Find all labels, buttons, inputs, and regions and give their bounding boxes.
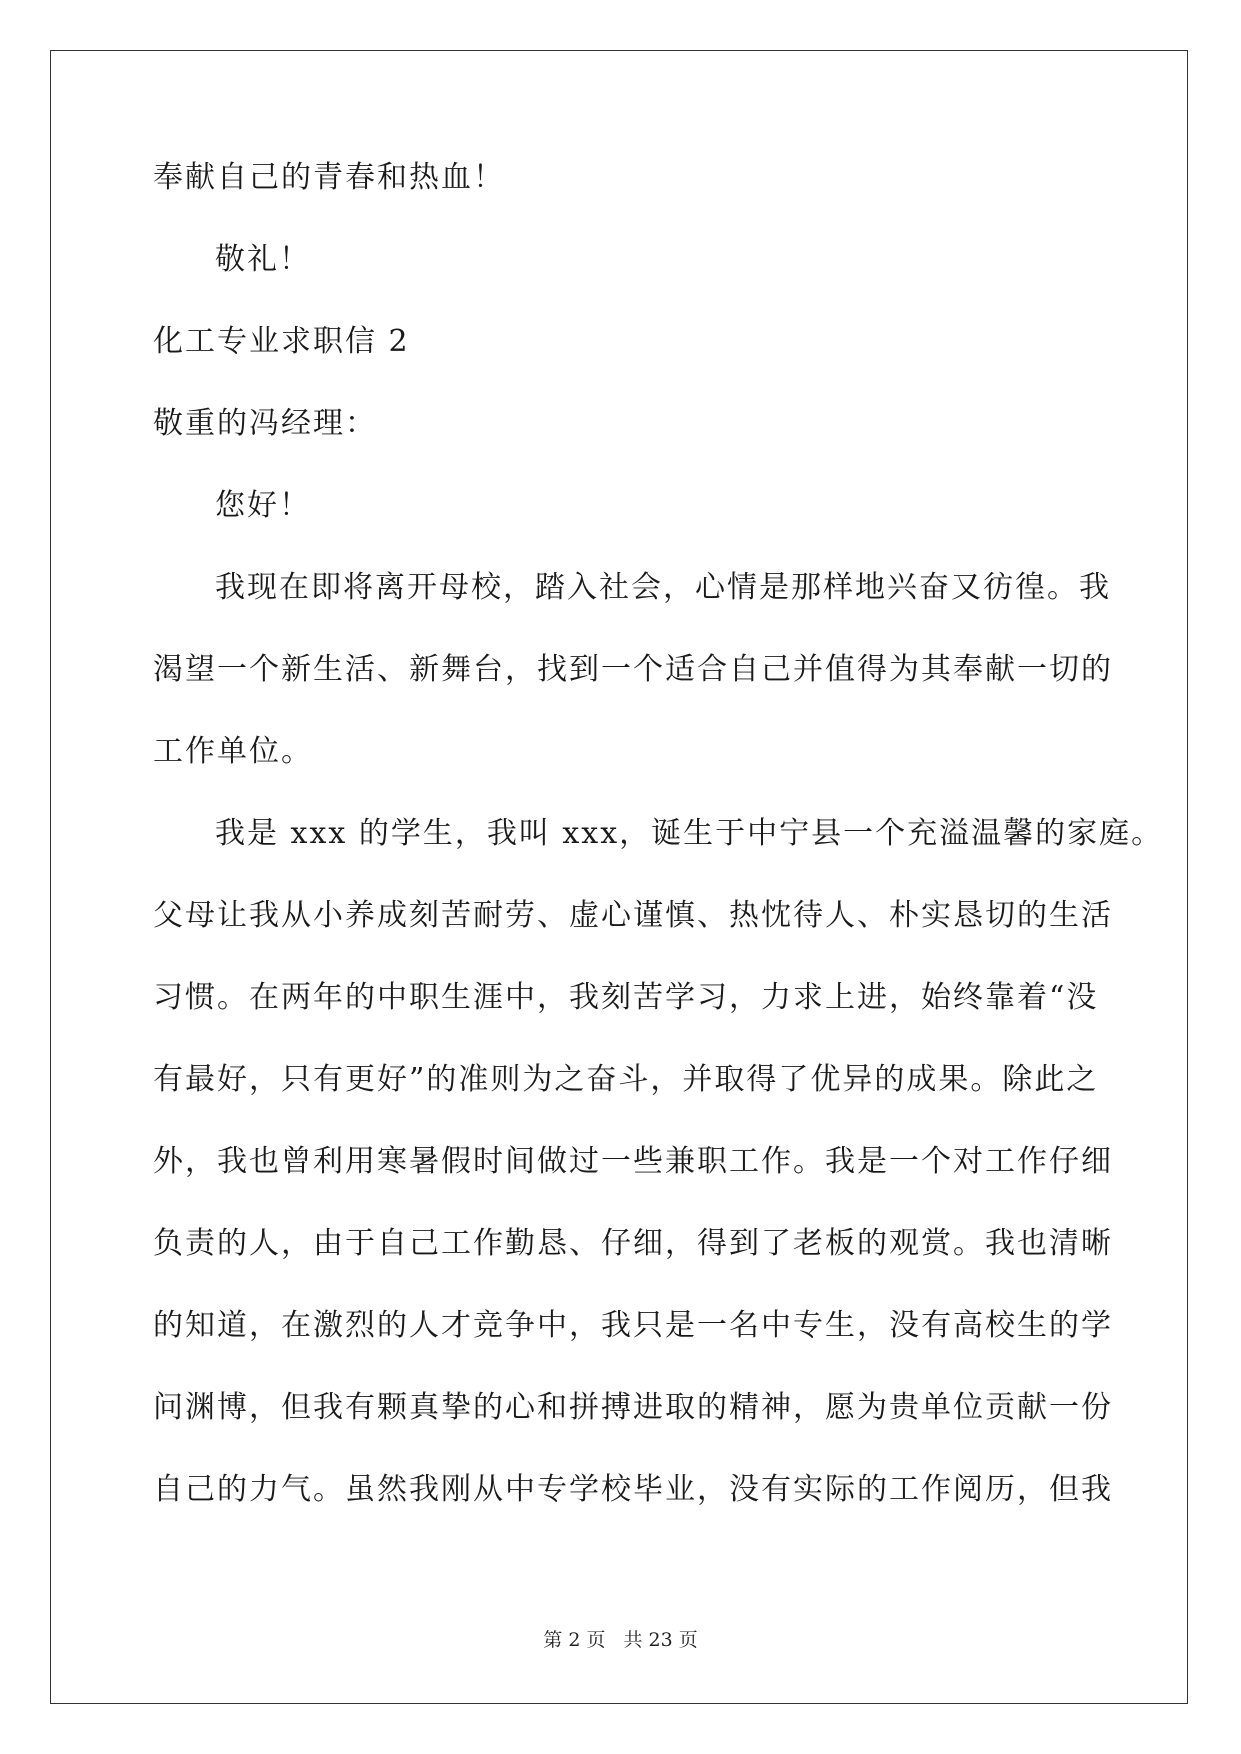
page-footer — [0, 1630, 1241, 1650]
text-line: 我现在即将离开母校，踏入社会，心情是那样地兴奋又彷徨。我 — [215, 570, 1111, 605]
greeting: 您好！ — [215, 488, 311, 523]
text-line: 习惯。在两年的中职生涯中，我刻苦学习，力求上进，始终靠着“没 — [153, 980, 1099, 1015]
salutation: 敬重的冯经理： — [153, 406, 377, 441]
text-line: 的知道，在激烈的人才竞争中，我只是一名中专生，没有高校生的学 — [153, 1308, 1113, 1343]
text-line: 工作单位。 — [153, 734, 313, 769]
text-line: 敬礼！ — [215, 242, 311, 277]
text-line: 父母让我从小养成刻苦耐劳、虚心谨慎、热忱待人、朴实恳切的生活 — [153, 898, 1113, 933]
text-line: 问渊博，但我有颗真挚的心和拼搏进取的精神，愿为贵单位贡献一份 — [153, 1390, 1113, 1425]
document-body — [153, 160, 1164, 1557]
text-line: 负责的人，由于自己工作勤恳、仔细，得到了老板的观赏。我也清晰 — [153, 1226, 1113, 1261]
section-title: 化工专业求职信 2 — [153, 324, 410, 359]
text-line: 我是 xxx 的学生，我叫 xxx，诞生于中宁县一个充溢温馨的家庭。 — [215, 816, 1164, 851]
page-total: 共 23 页 — [623, 1629, 698, 1651]
text-line: 奉献自己的青春和热血！ — [153, 160, 505, 195]
text-line: 外，我也曾利用寒暑假时间做过一些兼职工作。我是一个对工作仔细 — [153, 1144, 1113, 1179]
text-line: 有最好，只有更好”的准则为之奋斗，并取得了优异的成果。除此之 — [153, 1062, 1099, 1097]
page-number: 第 2 页 — [543, 1629, 606, 1651]
text-line: 渴望一个新生活、新舞台，找到一个适合自己并值得为其奉献一切的 — [153, 652, 1113, 687]
text-line: 自己的力气。虽然我刚从中专学校毕业，没有实际的工作阅历，但我 — [153, 1472, 1113, 1507]
